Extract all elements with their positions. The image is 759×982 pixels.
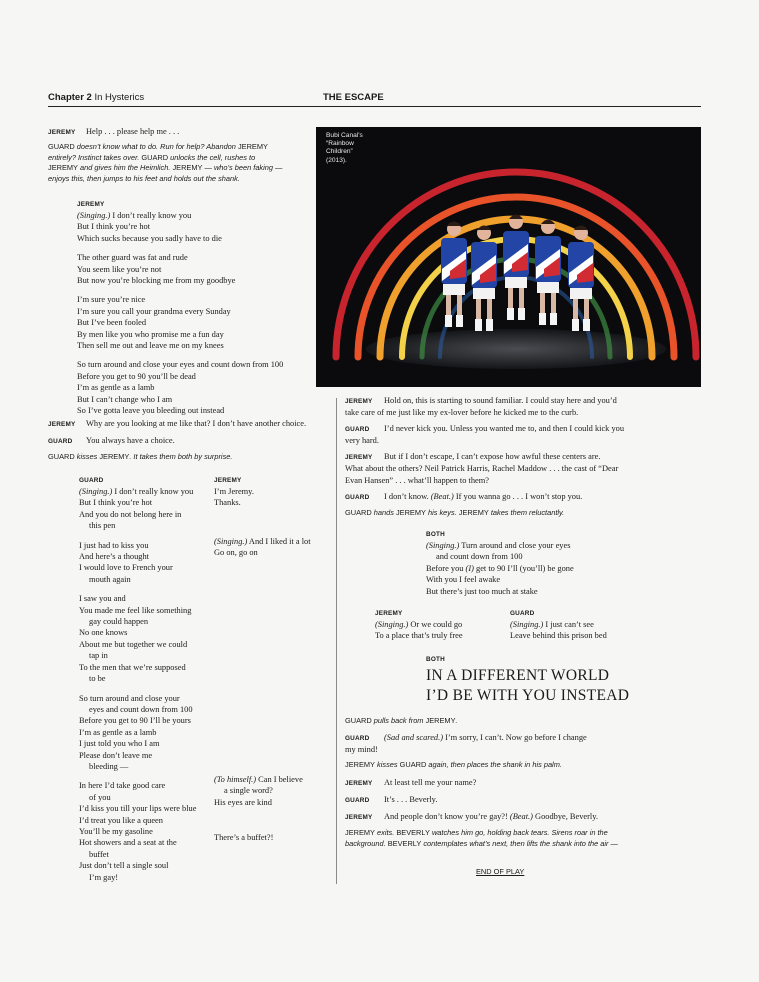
lyric-line: (Singing.) Or we could go bbox=[375, 620, 463, 629]
lyric-line: I’m sure you call your grandma every Sunday bbox=[77, 306, 231, 316]
dialogue-line: GUARD You always have a choice. bbox=[48, 436, 175, 445]
dialogue-line: GUARD I don’t know. (Beat.) If you wanna go . . . I won’t stop you. bbox=[345, 492, 583, 501]
section-title: THE ESCAPE bbox=[323, 92, 384, 103]
lyric-line: And you do not belong here in bbox=[79, 509, 182, 519]
speaker-label: JEREMY bbox=[375, 610, 403, 617]
jeremy-song-part bbox=[375, 609, 463, 642]
jeremy-side-part: JEREMY I’m Jeremy. Thanks. bbox=[214, 477, 254, 508]
chapter-label: Chapter 2 In Hysterics bbox=[48, 92, 145, 103]
speaker-label: JEREMY bbox=[77, 201, 105, 208]
lyric-line: Before you get to 90 I’ll be yours bbox=[79, 716, 191, 726]
guard-song bbox=[79, 476, 196, 883]
stage-direction: GUARD kisses JEREMY. It takes them both by surprise. bbox=[48, 452, 233, 461]
lyric-line: Just don’t tell a single soul bbox=[79, 861, 169, 871]
dialogue-line: JEREMY But if I don’t escape, I can’t expose how awful these centers are. What about the others? Neil Patrick Harris, Rachel Maddow . . . the cast of “Dear Evan Hansen” . . . what’ll happen to them? bbox=[345, 452, 619, 485]
lyric-line: The other guard was fat and rude bbox=[77, 253, 188, 263]
lyric-line: So turn around and close your eyes and count down from 100 bbox=[77, 360, 284, 370]
lyric-line: I’m as gentle as a lamb bbox=[77, 383, 155, 393]
stage-direction: GUARD hands JEREMY his keys. JEREMY takes them reluctantly. bbox=[345, 508, 565, 517]
end-of-play: END OF PLAY bbox=[476, 867, 525, 876]
speaker-label: GUARD bbox=[510, 610, 535, 617]
lyric-line: You’ll be my gasoline bbox=[79, 826, 153, 836]
dialogue-line: JEREMY At least tell me your name? bbox=[345, 778, 477, 787]
lyric-line: I just had to kiss you bbox=[79, 540, 149, 550]
lyric-line: In here I’d take good care bbox=[79, 781, 166, 791]
both-song bbox=[426, 530, 574, 597]
lyric-line: But now you’re blocking me from my goodbye bbox=[77, 276, 236, 286]
lyric-line: (Singing.) Turn around and close your eyes bbox=[426, 541, 571, 550]
lyric-line: You made me feel like something bbox=[79, 605, 192, 615]
both-speaker-label: BOTH bbox=[426, 656, 445, 663]
dialogue-line: JEREMY And people don’t know you’re gay?! (Beat.) Goodbye, Beverly. bbox=[345, 812, 598, 821]
lyric-line: Please don’t leave me bbox=[79, 750, 153, 760]
lyric-line: Then sell me out and leave me on my knees bbox=[77, 341, 224, 351]
lyric-line: gay could happen bbox=[89, 617, 149, 627]
dialogue-line: GUARD I’d never kick you. Unless you wanted me to, and then I could kick you very hard. bbox=[345, 424, 625, 446]
lyric-line: So I’ve gotta leave you bleeding out instead bbox=[77, 406, 225, 416]
speaker-label: GUARD bbox=[79, 477, 104, 484]
photo-illustration bbox=[316, 127, 701, 387]
lyric-line: (Singing.) I just can’t see bbox=[510, 620, 594, 629]
lyric-line: eyes and count down from 100 bbox=[89, 704, 193, 714]
stage-direction: JEREMY exits. BEVERLY watches him go, holding back tears. Sirens roar in the background. BEVERLY contemplates what’s next, then lifts the shank into the air — bbox=[345, 828, 618, 848]
dialogue-line: JEREMY Help . . . please help me . . . bbox=[48, 127, 180, 136]
lyric-line: (Singing.) I don’t really know you bbox=[79, 487, 194, 496]
jeremy-side-part: (To himself.) Can I believe a single word? His eyes are kind bbox=[214, 775, 303, 807]
lyric-line: Which sucks because you sadly have to die bbox=[77, 233, 222, 243]
dialogue-line: JEREMY Why are you looking at me like that? I don’t have another choice. bbox=[48, 419, 307, 428]
stage-direction: JEREMY kisses GUARD again, then places the shank in his palm. bbox=[345, 760, 562, 769]
lyric-line: tap in bbox=[89, 651, 108, 661]
lyric-line: I’d treat you like a queen bbox=[79, 815, 163, 825]
dialogue-line: JEREMY Hold on, this is starting to sound familiar. I could stay here and you’d take care of me just like my ex-lover before he kicked me to the curb. bbox=[345, 396, 617, 418]
lyric-line: to be bbox=[89, 674, 106, 684]
lyric-line: I’d kiss you till your lips were blue bbox=[79, 804, 197, 814]
lyric-line: To a place that’s truly free bbox=[375, 631, 463, 641]
guard-song-part bbox=[510, 609, 607, 642]
lyric-line: No one knows bbox=[79, 628, 128, 638]
lyric-line: and count down from 100 bbox=[436, 552, 523, 562]
jeremy-side-part: (Singing.) And I liked it a lot Go on, go on bbox=[214, 537, 311, 558]
finale-lyric: IN A DIFFERENT WORLD I’D BE WITH YOU INSTEAD bbox=[426, 667, 630, 704]
lyric-line: But there’s just too much at stake bbox=[426, 586, 538, 596]
lyric-line: But I think you’re hot bbox=[79, 498, 153, 508]
lyric-line: this pen bbox=[89, 521, 116, 531]
lyric-line: But I think you’re hot bbox=[77, 222, 151, 232]
lyric-line: I just told you who I am bbox=[79, 739, 160, 749]
lyric-line: I’m gay! bbox=[89, 872, 119, 882]
lyric-line: You seem like you’re not bbox=[77, 264, 162, 274]
lyric-line: I would love to French your bbox=[79, 563, 173, 573]
stage-direction: GUARD pulls back from JEREMY. bbox=[345, 716, 458, 725]
dialogue-line: GUARD (Sad and scared.) I’m sorry, I can’t. Now go before I change my mind! bbox=[345, 733, 587, 755]
lyric-line: Leave behind this prison bed bbox=[510, 631, 607, 641]
running-header bbox=[48, 92, 701, 107]
lyric-line: And here’s a thought bbox=[79, 552, 150, 562]
dialogue-line: GUARD It’s . . . Beverly. bbox=[345, 795, 438, 804]
lyric-line: I’m sure you’re nice bbox=[77, 295, 146, 305]
lyric-line: (Singing.) I don’t really know you bbox=[77, 211, 192, 220]
lyric-line: About me but together we could bbox=[79, 639, 188, 649]
jeremy-song bbox=[77, 200, 283, 417]
photo-caption: Bubi Canal's “Rainbow Children” (2013). bbox=[326, 132, 363, 164]
lyric-line: bleeding — bbox=[89, 761, 129, 771]
lyric-line: To the men that we’re supposed bbox=[79, 662, 186, 672]
lyric-line: I saw you and bbox=[79, 594, 126, 604]
lyric-line: of you bbox=[89, 792, 111, 802]
lyric-line: But I’ve been fooled bbox=[77, 318, 147, 328]
lyric-line: Before you get to 90 you’ll be dead bbox=[77, 371, 196, 381]
speaker-label: BOTH bbox=[426, 531, 445, 538]
column-divider bbox=[336, 398, 337, 884]
lyric-line: By men like you who promise me a fun day bbox=[77, 329, 224, 339]
lyric-line: buffet bbox=[89, 849, 109, 859]
lyric-line: Before you (I) get to 90 I’ll (you’ll) be gone bbox=[426, 563, 574, 573]
lyric-line: mouth again bbox=[89, 574, 131, 584]
lyric-line: With you I feel awake bbox=[426, 575, 501, 585]
lyric-line: But I can’t change who I am bbox=[77, 394, 173, 404]
rainbow-children-photo bbox=[316, 127, 701, 387]
jeremy-side-part: There’s a buffet?! bbox=[214, 833, 274, 842]
stage-direction: GUARD doesn’t know what to do. Run for help? Abandon JEREMY entirely? Instinct takes over. GUARD unlocks the cell, rushes to JEREMY and gives him the Heimlich. JEREMY — who’s been faking — enjoys this, then jumps to his feet and holds out the shank. bbox=[48, 142, 283, 183]
lyric-line: Hot showers and a seat at the bbox=[79, 838, 177, 848]
lyric-line: So turn around and close your bbox=[79, 693, 180, 703]
lyric-line: I’m as gentle as a lamb bbox=[79, 727, 157, 737]
